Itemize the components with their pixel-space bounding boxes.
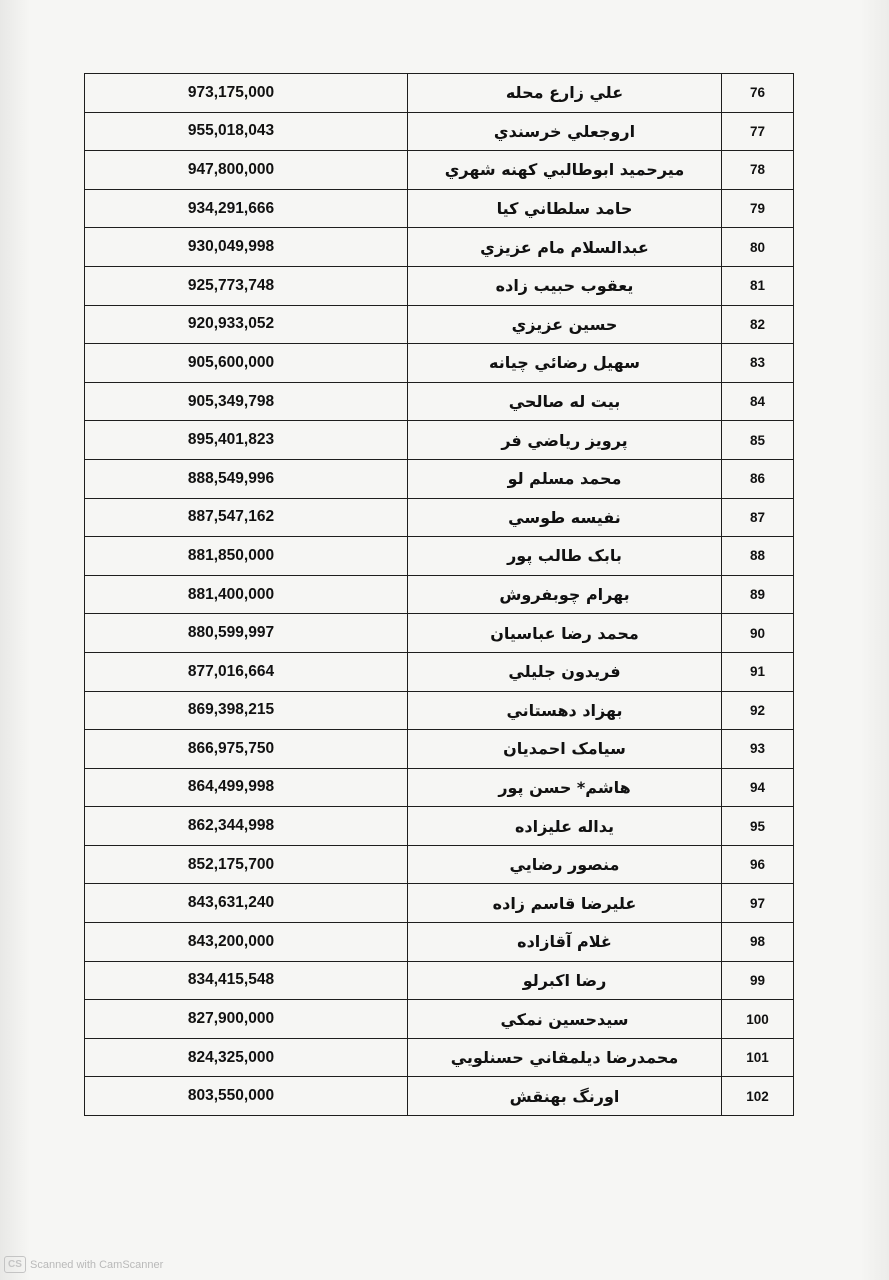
- row-number-cell: 91: [722, 652, 794, 691]
- table-row: [85, 961, 794, 1000]
- table-row: [85, 305, 794, 344]
- name-cell: غلام آقازاده: [408, 923, 722, 962]
- amount-cell: [85, 74, 408, 113]
- table-row: [85, 382, 794, 421]
- amount-value: 843,631,240: [187, 894, 275, 912]
- amount-cell: [85, 884, 408, 923]
- amount-cell: [85, 266, 408, 305]
- name-cell: فريدون جليلي: [408, 652, 722, 691]
- name-cell: بهرام چوبفروش: [408, 575, 722, 614]
- ranking-table: [84, 73, 794, 1116]
- amount-value: 864,499,998: [187, 778, 275, 796]
- name-cell: حامد سلطاني كيا: [408, 189, 722, 228]
- amount-value: 920,933,052: [187, 315, 275, 333]
- table-row: [85, 112, 794, 151]
- table-row: [85, 344, 794, 383]
- amount-value: 881,850,000: [187, 546, 275, 564]
- amount-value: 824,325,000: [187, 1048, 275, 1066]
- amount-cell: [85, 382, 408, 421]
- amount-value: 803,550,000: [187, 1087, 275, 1105]
- amount-value: 973,175,000: [187, 83, 275, 101]
- scanner-watermark-text: Scanned with CamScanner: [30, 1258, 164, 1271]
- amount-value: 955,018,043: [187, 122, 275, 140]
- amount-value: 947,800,000: [187, 160, 275, 178]
- name-cell: منصور رضايي: [408, 845, 722, 884]
- row-number-cell: 89: [722, 575, 794, 614]
- row-number-cell: 78: [722, 151, 794, 190]
- row-number-cell: 102: [722, 1077, 794, 1116]
- camscanner-logo-icon: CS: [4, 1256, 26, 1273]
- table-row: [85, 691, 794, 730]
- table-row: [85, 1077, 794, 1116]
- amount-value: 925,773,748: [187, 276, 275, 294]
- amount-cell: [85, 807, 408, 846]
- row-number-cell: 84: [722, 382, 794, 421]
- amount-cell: [85, 421, 408, 460]
- name-cell: محمد مسلم لو: [408, 459, 722, 498]
- amount-cell: [85, 845, 408, 884]
- amount-value: 930,049,998: [187, 238, 275, 256]
- row-number-cell: 80: [722, 228, 794, 267]
- amount-cell: [85, 575, 408, 614]
- amount-cell: [85, 344, 408, 383]
- amount-value: 843,200,000: [187, 932, 275, 950]
- name-cell: نفيسه طوسي: [408, 498, 722, 537]
- amount-cell: [85, 961, 408, 1000]
- row-number-cell: 87: [722, 498, 794, 537]
- amount-cell: [85, 923, 408, 962]
- amount-cell: [85, 498, 408, 537]
- amount-value: 887,547,162: [187, 508, 275, 526]
- amount-cell: [85, 112, 408, 151]
- amount-value: 827,900,000: [187, 1010, 275, 1028]
- name-cell: علي زارع محله: [408, 74, 722, 113]
- table-row: [85, 189, 794, 228]
- row-number-cell: 96: [722, 845, 794, 884]
- amount-cell: [85, 730, 408, 769]
- name-cell: محمد رضا عباسيان: [408, 614, 722, 653]
- row-number-cell: 82: [722, 305, 794, 344]
- table-row: [85, 421, 794, 460]
- amount-value: 869,398,215: [187, 701, 275, 719]
- amount-value: 852,175,700: [187, 855, 275, 873]
- name-cell: اورنگ بهنقش: [408, 1077, 722, 1116]
- row-number-cell: 86: [722, 459, 794, 498]
- table-row: [85, 1038, 794, 1077]
- amount-cell: [85, 652, 408, 691]
- table-row: [85, 537, 794, 576]
- amount-cell: [85, 691, 408, 730]
- row-number-cell: 94: [722, 768, 794, 807]
- row-number-cell: 83: [722, 344, 794, 383]
- name-cell: بهزاد دهستاني: [408, 691, 722, 730]
- row-number-cell: 100: [722, 1000, 794, 1039]
- row-number-cell: 97: [722, 884, 794, 923]
- table-row: [85, 575, 794, 614]
- row-number-cell: 98: [722, 923, 794, 962]
- amount-cell: [85, 1038, 408, 1077]
- table-row: [85, 74, 794, 113]
- table-row: [85, 498, 794, 537]
- name-cell: سيامک احمديان: [408, 730, 722, 769]
- scanner-watermark: [4, 1256, 163, 1273]
- row-number-cell: 79: [722, 189, 794, 228]
- name-cell: ميرحميد ابوطالبي كهنه شهري: [408, 151, 722, 190]
- amount-cell: [85, 614, 408, 653]
- amount-value: 877,016,664: [187, 662, 275, 680]
- name-cell: سهيل رضائي چيانه: [408, 344, 722, 383]
- amount-cell: [85, 537, 408, 576]
- table-row: [85, 923, 794, 962]
- amount-cell: [85, 305, 408, 344]
- amount-value: 905,600,000: [187, 353, 275, 371]
- table-row: [85, 807, 794, 846]
- row-number-cell: 93: [722, 730, 794, 769]
- name-cell: عبدالسلام مام عزيزي: [408, 228, 722, 267]
- ranking-table-body: [85, 74, 794, 1116]
- name-cell: رضا اکبرلو: [408, 961, 722, 1000]
- row-number-cell: 92: [722, 691, 794, 730]
- row-number-cell: 101: [722, 1038, 794, 1077]
- name-cell: محمدرضا ديلمقاني حسنلويي: [408, 1038, 722, 1077]
- amount-value: 905,349,798: [187, 392, 275, 410]
- name-cell: سيدحسين نمکي: [408, 1000, 722, 1039]
- amount-value: 881,400,000: [187, 585, 275, 603]
- name-cell: بابک طالب پور: [408, 537, 722, 576]
- name-cell: يداله عليزاده: [408, 807, 722, 846]
- row-number-cell: 85: [722, 421, 794, 460]
- amount-cell: [85, 189, 408, 228]
- table-row: [85, 730, 794, 769]
- amount-cell: [85, 459, 408, 498]
- table-row: [85, 614, 794, 653]
- row-number-cell: 90: [722, 614, 794, 653]
- name-cell: اروجعلي خرسندي: [408, 112, 722, 151]
- amount-value: 862,344,998: [187, 817, 275, 835]
- name-cell: حسين عزيزي: [408, 305, 722, 344]
- amount-value: 888,549,996: [187, 469, 275, 487]
- name-cell: هاشم* حسن پور: [408, 768, 722, 807]
- name-cell: پرويز رياضي فر: [408, 421, 722, 460]
- table-row: [85, 768, 794, 807]
- table-row: [85, 459, 794, 498]
- row-number-cell: 81: [722, 266, 794, 305]
- table-row: [85, 845, 794, 884]
- row-number-cell: 77: [722, 112, 794, 151]
- name-cell: يعقوب حبيب زاده: [408, 266, 722, 305]
- amount-cell: [85, 151, 408, 190]
- amount-value: 895,401,823: [187, 431, 275, 449]
- table-row: [85, 884, 794, 923]
- table-row: [85, 228, 794, 267]
- amount-value: 834,415,548: [187, 971, 275, 989]
- table-row: [85, 151, 794, 190]
- amount-value: 934,291,666: [187, 199, 275, 217]
- amount-cell: [85, 1000, 408, 1039]
- table-row: [85, 1000, 794, 1039]
- row-number-cell: 99: [722, 961, 794, 1000]
- table-row: [85, 266, 794, 305]
- amount-cell: [85, 228, 408, 267]
- amount-cell: [85, 768, 408, 807]
- row-number-cell: 95: [722, 807, 794, 846]
- table-row: [85, 652, 794, 691]
- name-cell: بيت له صالحي: [408, 382, 722, 421]
- row-number-cell: 88: [722, 537, 794, 576]
- amount-value: 880,599,997: [187, 624, 275, 642]
- amount-value: 866,975,750: [187, 739, 275, 757]
- amount-cell: [85, 1077, 408, 1116]
- row-number-cell: 76: [722, 74, 794, 113]
- name-cell: عليرضا قاسم زاده: [408, 884, 722, 923]
